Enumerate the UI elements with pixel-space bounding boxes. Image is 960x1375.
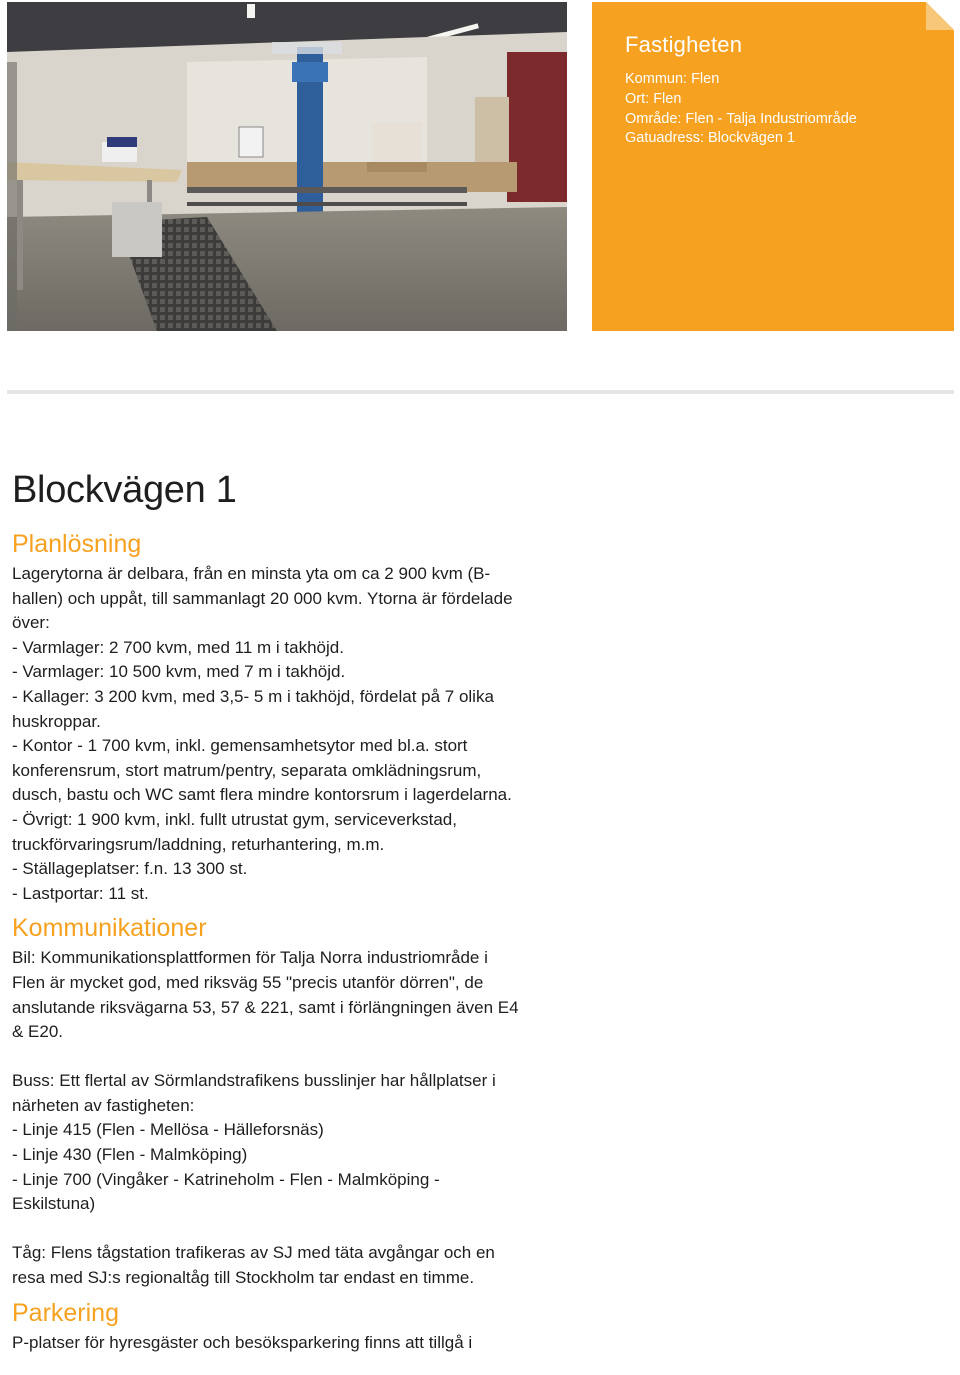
text-line: över:: [12, 613, 50, 633]
info-omrade: Område: Flen - Talja Industriområde: [625, 110, 857, 127]
page-title: Blockvägen 1: [12, 469, 237, 511]
paragraph-gap: [12, 1045, 542, 1070]
text-line: & E20.: [12, 1022, 64, 1042]
info-panel-title: Fastigheten: [625, 32, 743, 57]
text-line: - Ställageplatser: f.n. 13 300 st.: [12, 859, 248, 879]
text-line: - Varmlager: 10 500 kvm, med 7 m i takhöjd.: [12, 662, 346, 682]
text-line: - Övrigt: 1 900 kvm, inkl. fullt utrustat gym, serviceverkstad,: [12, 809, 457, 829]
text-line: anslutande riksvägarna 53, 57 & 221, samt i förlängningen även E4: [12, 997, 519, 1017]
main-content: [12, 466, 542, 1361]
folded-corner-decoration: [926, 2, 954, 30]
text-line: dusch, bastu och WC samt flera mindre kontorsrum i lagerdelarna.: [12, 785, 512, 805]
section-heading: Parkering: [12, 1298, 119, 1327]
paragraph: [12, 1241, 542, 1290]
section-heading: Kommunikationer: [12, 914, 207, 943]
text-line: - Lastportar: 11 st.: [12, 883, 149, 903]
paragraph-gap: [12, 1217, 542, 1242]
text-line: Tåg: Flens tågstation trafikeras av SJ med täta avgångar och en: [12, 1243, 495, 1263]
section-divider: [7, 390, 954, 394]
section-heading: Planlösning: [12, 530, 142, 558]
info-ort: Ort: Flen: [625, 90, 682, 107]
text-line: konferensrum, stort matrum/pentry, separata omklädningsrum,: [12, 760, 482, 780]
warehouse-photo-drawing: [7, 2, 567, 331]
text-line: P-platser för hyresgäster och besöksparkering finns att tillgå i: [12, 1332, 473, 1352]
text-line: - Kontor - 1 700 kvm, inkl. gemensamhetsytor med bl.a. stort: [12, 736, 468, 756]
section-2: [12, 1297, 542, 1362]
text-line: Buss: Ett flertal av Sörmlandstrafikens busslinjer har hållplatser i: [12, 1071, 496, 1091]
text-line: Bil: Kommunikationsplattformen för Talja Norra industriområde i: [12, 948, 488, 968]
warehouse-photo: [7, 2, 567, 331]
property-info-panel: [592, 2, 954, 331]
text-line: - Kallager: 3 200 kvm, med 3,5- 5 m i takhöjd, fördelat på 7 olika: [12, 686, 494, 706]
text-line: Eskilstuna): [12, 1194, 96, 1214]
info-gatuadress: Gatuadress: Blockvägen 1: [625, 130, 796, 147]
paragraph: [12, 946, 542, 1044]
section-0: [12, 528, 542, 912]
text-line: hallen) och uppåt, till sammanlagt 20 000 kvm. Ytorna är fördelade: [12, 588, 513, 608]
section-1: [12, 912, 542, 1296]
text-line: resa med SJ:s regionaltåg till Stockholm tar endast en timme.: [12, 1268, 475, 1288]
text-line: Lagerytorna är delbara, från en minsta yta om ca 2 900 kvm (B-: [12, 564, 491, 583]
text-line: huskroppar.: [12, 711, 101, 731]
text-line: - Varmlager: 2 700 kvm, med 11 m i takhöjd.: [12, 637, 344, 657]
paragraph: [12, 1331, 542, 1356]
paragraph: [12, 1069, 542, 1217]
text-line: - Linje 430 (Flen - Malmköping): [12, 1145, 248, 1165]
info-kommun: Kommun: Flen: [625, 71, 720, 87]
paragraph: [12, 562, 542, 906]
text-line: Flen är mycket god, med riksväg 55 "precis utanför dörren", de: [12, 972, 484, 992]
text-line: truckförvaringsrum/laddning, returhantering, m.m.: [12, 834, 385, 854]
text-line: närheten av fastigheten:: [12, 1095, 195, 1115]
text-line: - Linje 700 (Vingåker - Katrineholm - Flen - Malmköping -: [12, 1169, 440, 1189]
sections-container: [12, 528, 542, 1361]
section-gap: [12, 1355, 542, 1361]
text-line: - Linje 415 (Flen - Mellösa - Hälleforsnäs): [12, 1120, 324, 1140]
